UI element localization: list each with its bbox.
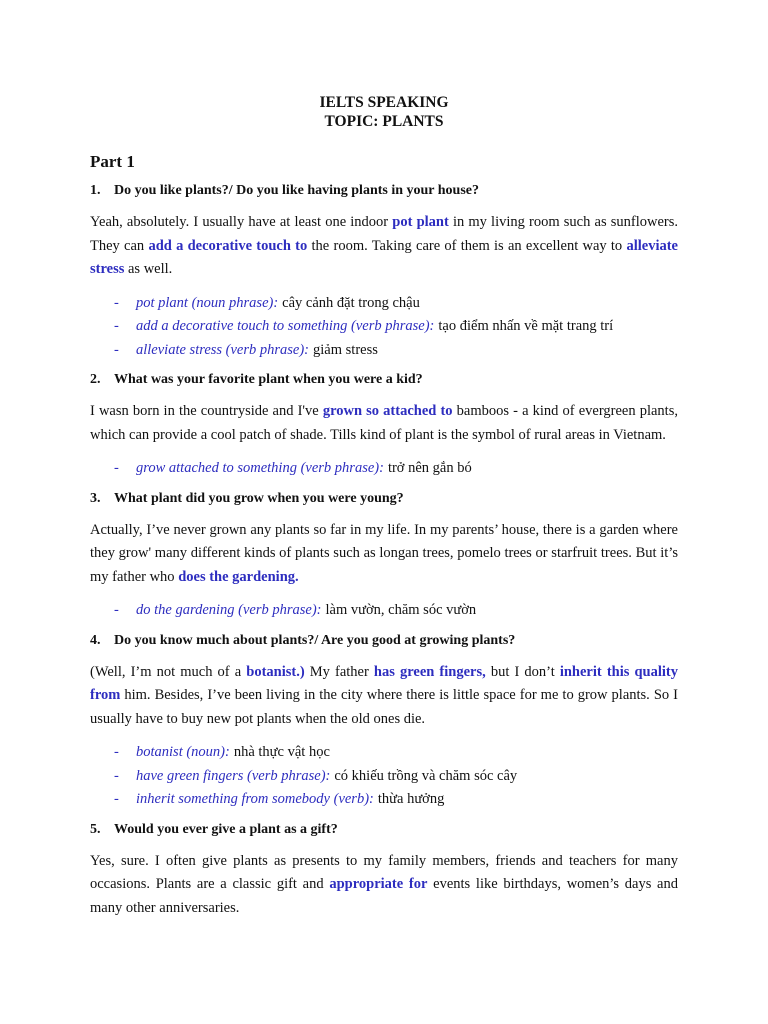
vocabulary-meaning: trở nên gắn bó [387,460,472,476]
highlighted-phrase: grown so attached to [322,403,453,419]
question-number: 1. [90,183,101,198]
answer-text: My father [304,663,374,680]
answer-paragraph [90,661,678,732]
vocabulary-item [90,765,678,789]
question-number: 2. [90,372,101,387]
vocabulary-term: add a decorative touch to something (verb phrase): [136,318,435,334]
vocabulary-item [90,788,678,812]
answer-text: the room. Taking care of them is an excellent way to [307,237,627,254]
question-text: What plant did you grow when you were young? [114,490,404,506]
part-heading: Part 1 [90,152,135,171]
vocabulary-term: have green fingers (verb phrase): [136,767,331,784]
vocabulary-meaning: giảm stress [313,341,378,358]
vocabulary-term: do the gardening (verb phrase): [136,602,322,618]
question-heading [90,181,678,201]
highlighted-phrase: pot plant [392,214,449,230]
vocabulary-meaning: thừa hưởng [377,791,445,807]
question-text: Do you know much about plants?/ Are you good at growing plants? [114,632,516,648]
answer-text: (Well, I’m not much of a [90,663,247,680]
answer-text: Yeah, absolutely. I usually have at least one indoor [90,214,393,230]
vocabulary-term: alleviate stress (verb phrase): [136,341,310,358]
bullet-dash-icon: - [114,744,119,760]
vocabulary-list [90,457,678,481]
highlighted-phrase: botanist.) [246,663,305,680]
question-heading [90,489,678,509]
question-number: 5. [90,821,101,837]
vocabulary-item [90,457,678,481]
answer-paragraph [90,211,678,282]
bullet-dash-icon: - [114,294,119,311]
question-number: 4. [90,632,101,648]
question-text: Would you ever give a plant as a gift? [114,821,338,837]
vocabulary-list [90,741,678,812]
answer-paragraph [90,850,678,921]
answer-text: but I don’t [485,663,560,680]
highlighted-phrase: does the gardening. [178,568,299,585]
bullet-dash-icon: - [114,602,119,618]
vocabulary-list [90,599,678,623]
bullet-dash-icon: - [114,318,119,334]
vocabulary-term: pot plant (noun phrase): [136,294,279,311]
vocabulary-item [90,315,678,339]
vocabulary-term: inherit something from somebody (verb): [136,791,374,807]
highlighted-phrase: appropriate for [329,876,428,892]
highlighted-phrase: alleviate stress [90,237,678,277]
question-heading [90,370,678,390]
answer-paragraph [90,519,678,590]
answer-text: I wasn born in the countryside and I've [90,403,323,419]
answer-text: as well. [124,261,173,277]
answer-paragraph [90,400,678,447]
questions-section [90,181,678,920]
vocabulary-meaning: làm vườn, chăm sóc vườn [325,602,477,618]
vocabulary-meaning: tạo điểm nhấn về mặt trang trí [438,318,614,334]
vocabulary-item [90,599,678,623]
highlighted-phrase: inherit this quality from [90,663,679,703]
question-number: 3. [90,490,101,506]
question-heading [90,631,678,651]
vocabulary-list [90,292,678,363]
bullet-dash-icon: - [114,791,119,807]
answer-text: events like birthdays, women’s days and many other anniversaries. [90,876,678,916]
bullet-dash-icon: - [114,460,119,476]
highlighted-phrase: has green fingers, [373,663,486,680]
answer-text: Actually, I’ve never grown any plants so far in my life. In my parents’ house, there is a garden where they grow' many different kinds of plants such as longan trees, pomelo trees or starfruit trees. But it’s my father who [90,521,678,585]
answer-text: him. Besides, I’ve been living in the city where there is little space for me to grow plants. So I usually have to buy new pot plants when the old ones die. [90,687,678,727]
vocabulary-term: grow attached to something (verb phrase): [136,460,384,476]
vocabulary-item [90,741,678,765]
answer-text: Yes, sure. I often give plants as presents to my family members, friends and teachers for many occasions. Plants are a classic gift and [90,852,678,892]
vocabulary-meaning: có khiếu trồng và chăm sóc cây [334,767,518,784]
question-text: Do you like plants?/ Do you like having plants in your house? [114,183,480,198]
answer-text: bamboos - a kind of evergreen plants, which can provide a cool patch of shade. Tills kind of plant is the symbol of rural areas in Vietnam. [90,403,678,443]
vocabulary-meaning: cây cảnh đặt trong chậu [282,294,420,311]
document-title-line2: TOPIC: PLANTS [324,113,444,130]
vocabulary-item [90,339,678,363]
vocabulary-meaning: nhà thực vật học [233,744,330,760]
question-text: What was your favorite plant when you were a kid? [114,372,423,387]
vocabulary-term: botanist (noun): [136,744,230,760]
question-heading [90,820,678,840]
bullet-dash-icon: - [114,341,119,358]
highlighted-phrase: add a decorative touch to [148,237,308,254]
document-title-line1: IELTS SPEAKING [319,94,449,111]
bullet-dash-icon: - [114,767,119,784]
answer-text: in my living room such as sunflowers. They can [90,214,678,254]
vocabulary-item [90,292,678,316]
